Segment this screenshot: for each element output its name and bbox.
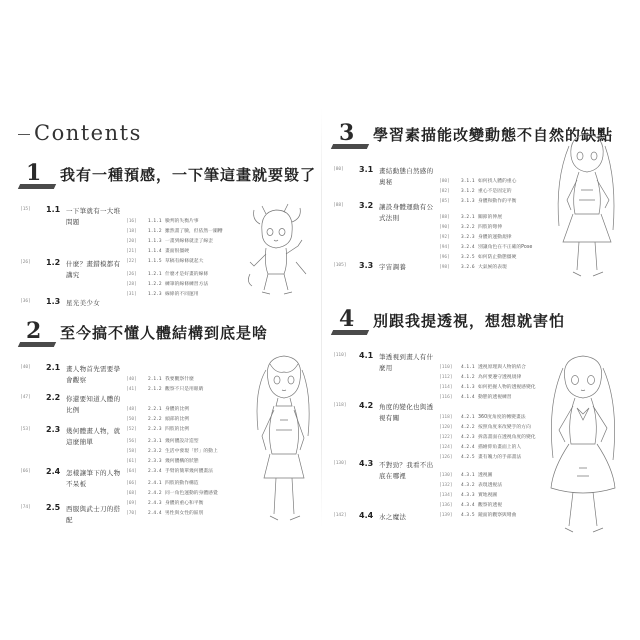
- section-page-number: [105]: [333, 263, 347, 268]
- subsection-page-number: [132]: [439, 483, 453, 488]
- section-title: 什麼？畫錯模都有講究: [66, 260, 121, 279]
- subsection-title: 如何防止動態僵硬: [478, 255, 517, 260]
- subsection-page-number: [41]: [126, 387, 137, 392]
- toc-subsection[interactable]: [126, 447, 218, 464]
- subsection-title: 幾何體構的狀態: [165, 459, 199, 464]
- subsection-title: 觀察不只是用眼睛: [165, 387, 204, 392]
- subsection-page-number: [48]: [126, 407, 137, 412]
- subsection-title: 動態的透視練習: [478, 395, 512, 400]
- subsection-title: 按照角度來改變手的方向: [478, 425, 531, 430]
- toc-subsection[interactable]: [439, 373, 536, 390]
- subsection-page-number: [66]: [126, 481, 137, 486]
- subsection-title: 透視圖: [478, 473, 493, 478]
- subsection-number: 3.2.3: [461, 235, 475, 240]
- subsection-page-number: [85]: [439, 199, 450, 204]
- toc-subsection[interactable]: [439, 353, 536, 370]
- section-title: 角度的變化也與透視有關: [379, 403, 434, 422]
- toc-subsection[interactable]: [439, 203, 532, 220]
- subsection-number: 4.2.2: [461, 425, 475, 430]
- toc-subsection[interactable]: [126, 499, 218, 516]
- subsection-title: 頭部的比例: [165, 417, 189, 422]
- toc-subsection[interactable]: [126, 375, 204, 392]
- subsection-number: 4.1.4: [461, 395, 475, 400]
- subsection-page-number: [70]: [126, 511, 137, 516]
- subsection-number: 2.3.1: [148, 439, 162, 444]
- subsection-title: 畫有魄力的手部畫法: [478, 455, 522, 460]
- subsection-number: 2.1.2: [148, 387, 162, 392]
- subsection-page-number: [126]: [439, 455, 453, 460]
- chapter-number: 2: [26, 318, 42, 344]
- toc-subsection[interactable]: [439, 443, 536, 460]
- subsection-title: 身體的比例: [165, 407, 189, 412]
- subsection-list: [439, 461, 517, 518]
- toc-subsection[interactable]: [126, 237, 223, 254]
- subsection-list: [439, 203, 533, 270]
- toc-subsection[interactable]: [126, 280, 208, 297]
- chapter-number: 3: [339, 120, 355, 146]
- chapter-heading: [327, 306, 627, 340]
- subsection-number: 4.3.5: [461, 513, 475, 518]
- subsection-number: 2.2.2: [148, 417, 162, 422]
- section-title: 西服與武士刀的搭配: [66, 505, 121, 524]
- section-page-number: [40]: [20, 365, 31, 370]
- subsection-page-number: [52]: [126, 427, 137, 432]
- subsection-title: 身體的重心和平衡: [165, 501, 204, 506]
- subsection-number: 3.2.4: [461, 245, 475, 250]
- subsection-number: 2.4.4: [148, 511, 162, 516]
- section-title: 怎樣讓筆下的人物不呆板: [66, 469, 121, 488]
- subsection-title: 描繪仰角畫面上的人: [478, 445, 522, 450]
- subsection-number: 2.4.2: [148, 491, 162, 496]
- section-page-number: [36]: [20, 299, 31, 304]
- toc-subsection[interactable]: [439, 213, 532, 230]
- subsection-page-number: [26]: [126, 272, 137, 277]
- subsection-list: [126, 365, 204, 392]
- subsection-number: 3.2.2: [461, 225, 475, 230]
- subsection-number: 4.1.1: [461, 365, 475, 370]
- subsection-page-number: [122]: [439, 435, 453, 440]
- subsection-number: 4.2.5: [461, 455, 475, 460]
- subsection-number: 3.2.1: [461, 215, 475, 220]
- chapter-number: 4: [339, 306, 355, 332]
- section-number: 3.1: [359, 165, 374, 174]
- toc-subsection[interactable]: [126, 227, 223, 244]
- subsection-number: 4.1.2: [461, 375, 475, 380]
- section-number: 1.1: [46, 205, 61, 214]
- subsection-title: 草稿有線條就起大: [165, 259, 204, 264]
- toc-subsection[interactable]: [126, 489, 218, 506]
- toc-subsection[interactable]: [439, 253, 532, 270]
- subsection-page-number: [118]: [439, 415, 453, 420]
- subsection-title: 大氣候的表現: [478, 265, 507, 270]
- toc-subsection[interactable]: [439, 167, 517, 184]
- subsection-page-number: [64]: [126, 469, 137, 474]
- toc-subsection[interactable]: [439, 491, 516, 508]
- subsection-page-number: [16]: [126, 219, 137, 224]
- subsection-number: 1.2.3: [148, 292, 162, 297]
- subsection-number: 2.3.3: [148, 459, 162, 464]
- section-number: 2.1: [46, 363, 61, 372]
- subsection-number: 3.2.6: [461, 265, 475, 270]
- subsection-number: 3.1.2: [461, 189, 475, 194]
- subsection-title: 觀察的透視: [478, 503, 502, 508]
- section-title: 讓設身體運動有公式法則: [379, 203, 434, 222]
- section-number: 1.2: [46, 258, 61, 267]
- subsection-title: 如何把握人物的透視感變化: [478, 385, 536, 390]
- subsection-page-number: [139]: [439, 513, 453, 518]
- toc-subsection[interactable]: [439, 177, 516, 194]
- subsection-title: 關節的伸展: [478, 215, 502, 220]
- subsection-title: 手臂的簡單幾何體畫法: [165, 469, 213, 474]
- subsection-page-number: [56]: [126, 439, 137, 444]
- toc-subsection[interactable]: [126, 405, 189, 422]
- subsection-page-number: [110]: [439, 365, 453, 370]
- toc-subsection[interactable]: [439, 363, 536, 380]
- subsection-page-number: [20]: [126, 239, 137, 244]
- toc-subsection[interactable]: [126, 469, 218, 486]
- chapter-2: [14, 318, 320, 537]
- subsection-page-number: [18]: [126, 229, 137, 234]
- toc-subsection[interactable]: [126, 427, 218, 444]
- subsection-title: 為何要遵守透視規律: [478, 375, 522, 380]
- subsection-title: 四肢的動作構造: [165, 481, 199, 486]
- subsection-title: 別讓角色在不正確的Pose: [478, 245, 533, 250]
- subsection-number: 3.2.5: [461, 255, 475, 260]
- subsection-page-number: [22]: [126, 259, 137, 264]
- subsection-list: [439, 167, 517, 204]
- subsection-number: 1.1.2: [148, 229, 162, 234]
- subsection-page-number: [28]: [126, 282, 137, 287]
- chapter-title: 至今搞不懂人體結構到底是啥: [60, 324, 269, 342]
- subsection-page-number: [116]: [439, 395, 453, 400]
- section-title: 水之魔法: [379, 513, 407, 521]
- toc-subsection[interactable]: [439, 413, 536, 430]
- subsection-number: 2.1.1: [148, 377, 162, 382]
- subsection-title: 表現透視法: [478, 483, 502, 488]
- toc-subsection[interactable]: [439, 383, 536, 400]
- chapter-title: 我有一種預感，一下筆這畫就要毀了: [60, 166, 317, 184]
- subsection-title: 一畫到線條就歪了線歪: [165, 239, 213, 244]
- subsection-title: 練筆的線條練習方法: [165, 282, 209, 287]
- subsection-number: 2.3.2: [148, 449, 162, 454]
- section-title: 你還要知道人體的比例: [66, 395, 121, 414]
- subsection-page-number: [124]: [439, 445, 453, 450]
- chapter-heading: [327, 120, 627, 154]
- section-number: 4.2: [359, 401, 374, 410]
- section-number: 2.2: [46, 393, 61, 402]
- subsection-number: 3.1.3: [461, 199, 475, 204]
- section-number: 4.3: [359, 459, 374, 468]
- section-number: 3.2: [359, 201, 374, 210]
- toc-subsection[interactable]: [126, 207, 223, 224]
- subsection-number: 2.2.3: [148, 427, 162, 432]
- section-title: 幾何體畫人物，就這麼簡單: [66, 427, 121, 446]
- section-title: 不對勁？我看不出底在哪裡: [379, 461, 434, 480]
- section-title: 畫人物首先需要學會觀察: [66, 365, 121, 384]
- subsection-title: 鏡面的觀察與彎曲: [478, 513, 517, 518]
- chapter-title: 學習素描能改變動態不自然的缺點: [373, 126, 614, 144]
- section-number: 2.5: [46, 503, 61, 512]
- section-page-number: [142]: [333, 513, 347, 518]
- subsection-list: [126, 395, 189, 432]
- section-page-number: [53]: [20, 427, 31, 432]
- section-title: 畫結動態自然感的奧秘: [379, 167, 434, 186]
- toc-subsection[interactable]: [439, 481, 516, 498]
- subsection-title: 同一角色運動的身體感覺: [165, 491, 218, 496]
- subsection-number: 3.1.1: [461, 179, 475, 184]
- subsection-number: 4.3.4: [461, 503, 475, 508]
- subsection-number: 1.1.1: [148, 219, 162, 224]
- subsection-page-number: [40]: [126, 377, 137, 382]
- section-title: 筆透視到畫人有什麼用: [379, 353, 434, 372]
- section-page-number: [66]: [20, 469, 31, 474]
- left-page: [14, 100, 320, 540]
- subsection-page-number: [88]: [439, 215, 450, 220]
- subsection-number: 4.2.1: [461, 415, 475, 420]
- title-rule: [18, 134, 30, 135]
- subsection-title: 四肢的比例: [165, 427, 189, 432]
- subsection-title: 如何找人體的重心: [478, 179, 517, 184]
- subsection-page-number: [130]: [439, 473, 453, 478]
- toc-subsection[interactable]: [439, 461, 516, 478]
- chapter-4: [327, 306, 627, 540]
- contents-title: Contents: [34, 121, 142, 145]
- subsection-list: [126, 260, 209, 297]
- section-number: 2.3: [46, 425, 61, 434]
- toc-subsection[interactable]: [126, 247, 223, 264]
- section-number: 1.3: [46, 297, 61, 306]
- subsection-title: 拆落畫面在透視角度的變化: [478, 435, 536, 440]
- subsection-number: 1.2.1: [148, 272, 162, 277]
- subsection-number: 1.1.3: [148, 239, 162, 244]
- section-page-number: [26]: [20, 260, 31, 265]
- section-number: 2.4: [46, 467, 61, 476]
- section-number: 3.3: [359, 261, 374, 270]
- subsection-page-number: [90]: [439, 225, 450, 230]
- section-title: 星光美少女: [66, 299, 100, 307]
- subsection-title: 身體的運動規律: [478, 235, 512, 240]
- subsection-title: 生活中發現「形」的動上: [165, 449, 218, 454]
- subsection-page-number: [136]: [439, 503, 453, 508]
- toc-subsection[interactable]: [126, 270, 209, 287]
- section-page-number: [80]: [333, 167, 344, 172]
- chapter-3: [327, 120, 627, 284]
- toc-subsection[interactable]: [439, 243, 532, 260]
- subsection-title: 什麼才是好畫的線條: [165, 272, 209, 277]
- toc-subsection[interactable]: [439, 423, 536, 440]
- subsection-number: 4.3.3: [461, 493, 475, 498]
- subsection-page-number: [82]: [439, 189, 450, 194]
- subsection-list: [439, 403, 536, 460]
- section-page-number: [47]: [20, 395, 31, 400]
- section-page-number: [110]: [333, 353, 347, 358]
- toc-subsection[interactable]: [126, 217, 223, 234]
- subsection-list: [439, 353, 536, 400]
- section-page-number: [118]: [333, 403, 347, 408]
- section-page-number: [15]: [20, 207, 31, 212]
- subsection-title: 線條的不同運用: [165, 292, 199, 297]
- subsection-title: 重心不是固定的: [478, 189, 512, 194]
- subsection-number: 2.2.1: [148, 407, 162, 412]
- subsection-page-number: [94]: [439, 245, 450, 250]
- section-page-number: [88]: [333, 203, 344, 208]
- subsection-title: 男性與女性的區別: [165, 511, 204, 516]
- subsection-list: [126, 469, 218, 516]
- chapter-1: [14, 160, 320, 307]
- subsection-number: 4.3.1: [461, 473, 475, 478]
- subsection-page-number: [68]: [126, 491, 137, 496]
- subsection-page-number: [114]: [439, 385, 453, 390]
- subsection-page-number: [134]: [439, 493, 453, 498]
- subsection-title: 畫面很僵硬: [165, 249, 189, 254]
- subsection-title: 我要觀察什麼: [165, 377, 194, 382]
- subsection-title: 四肢的彎伸: [478, 225, 502, 230]
- section-page-number: [74]: [20, 505, 31, 510]
- toc-subsection[interactable]: [439, 501, 517, 518]
- subsection-page-number: [80]: [439, 179, 450, 184]
- subsection-page-number: [58]: [126, 449, 137, 454]
- toc-subsection[interactable]: [126, 395, 189, 412]
- subsection-page-number: [50]: [126, 417, 137, 422]
- subsection-number: 1.1.5: [148, 259, 162, 264]
- toc-subsection[interactable]: [126, 457, 218, 474]
- subsection-number: 1.1.4: [148, 249, 162, 254]
- subsection-title: 透視原理與人物的結合: [478, 365, 526, 370]
- toc-subsection[interactable]: [126, 437, 218, 454]
- subsection-number: 2.4.3: [148, 501, 162, 506]
- section-page-number: [130]: [333, 461, 347, 466]
- subsection-page-number: [96]: [439, 255, 450, 260]
- subsection-page-number: [92]: [439, 235, 450, 240]
- subsection-page-number: [120]: [439, 425, 453, 430]
- subsection-title: 幾何體設計造型: [165, 439, 199, 444]
- subsection-number: 4.3.2: [461, 483, 475, 488]
- toc-subsection[interactable]: [126, 415, 189, 432]
- toc-subsection[interactable]: [439, 403, 536, 420]
- chapter-number: 1: [26, 160, 42, 186]
- subsection-page-number: [61]: [126, 459, 137, 464]
- subsection-title: 臉判的失衡片事: [165, 219, 199, 224]
- section-number: 4.4: [359, 511, 374, 520]
- subsection-page-number: [98]: [439, 265, 450, 270]
- toc-subsection[interactable]: [439, 233, 533, 250]
- subsection-title: 雖然畫了臉，但依然一團糟: [165, 229, 223, 234]
- subsection-title: 身體和動作的平衡: [478, 199, 517, 204]
- subsection-title: 360度角度的轉變畫法: [478, 415, 526, 420]
- toc-subsection[interactable]: [126, 260, 209, 277]
- toc-subsection[interactable]: [439, 433, 536, 450]
- subsection-list: [126, 427, 218, 474]
- subsection-page-number: [112]: [439, 375, 453, 380]
- section-title: 宇宙調養: [379, 263, 407, 271]
- chapter-heading: [14, 160, 320, 194]
- chapter-heading: [14, 318, 320, 352]
- section-number: 4.1: [359, 351, 374, 360]
- subsection-number: 2.4.1: [148, 481, 162, 486]
- subsection-title: 實地視圖: [478, 493, 498, 498]
- subsection-page-number: [69]: [126, 501, 137, 506]
- subsection-number: 4.2.3: [461, 435, 475, 440]
- subsection-number: 1.2.2: [148, 282, 162, 287]
- right-page: [327, 100, 627, 540]
- toc-subsection[interactable]: [126, 479, 218, 496]
- subsection-number: 4.1.3: [461, 385, 475, 390]
- toc-subsection[interactable]: [126, 365, 203, 382]
- subsection-number: 4.2.4: [461, 445, 475, 450]
- toc-subsection[interactable]: [439, 471, 516, 488]
- chapter-title: 別跟我提透視，想想就害怕: [373, 312, 566, 330]
- subsection-list: [126, 207, 223, 264]
- toc-subsection[interactable]: [439, 223, 532, 240]
- subsection-page-number: [31]: [126, 292, 137, 297]
- section-title: 一下筆就有一大堆問題: [66, 207, 121, 226]
- toc-subsection[interactable]: [439, 187, 517, 204]
- subsection-page-number: [21]: [126, 249, 137, 254]
- page-gutter: [321, 108, 322, 528]
- subsection-number: 2.3.4: [148, 469, 162, 474]
